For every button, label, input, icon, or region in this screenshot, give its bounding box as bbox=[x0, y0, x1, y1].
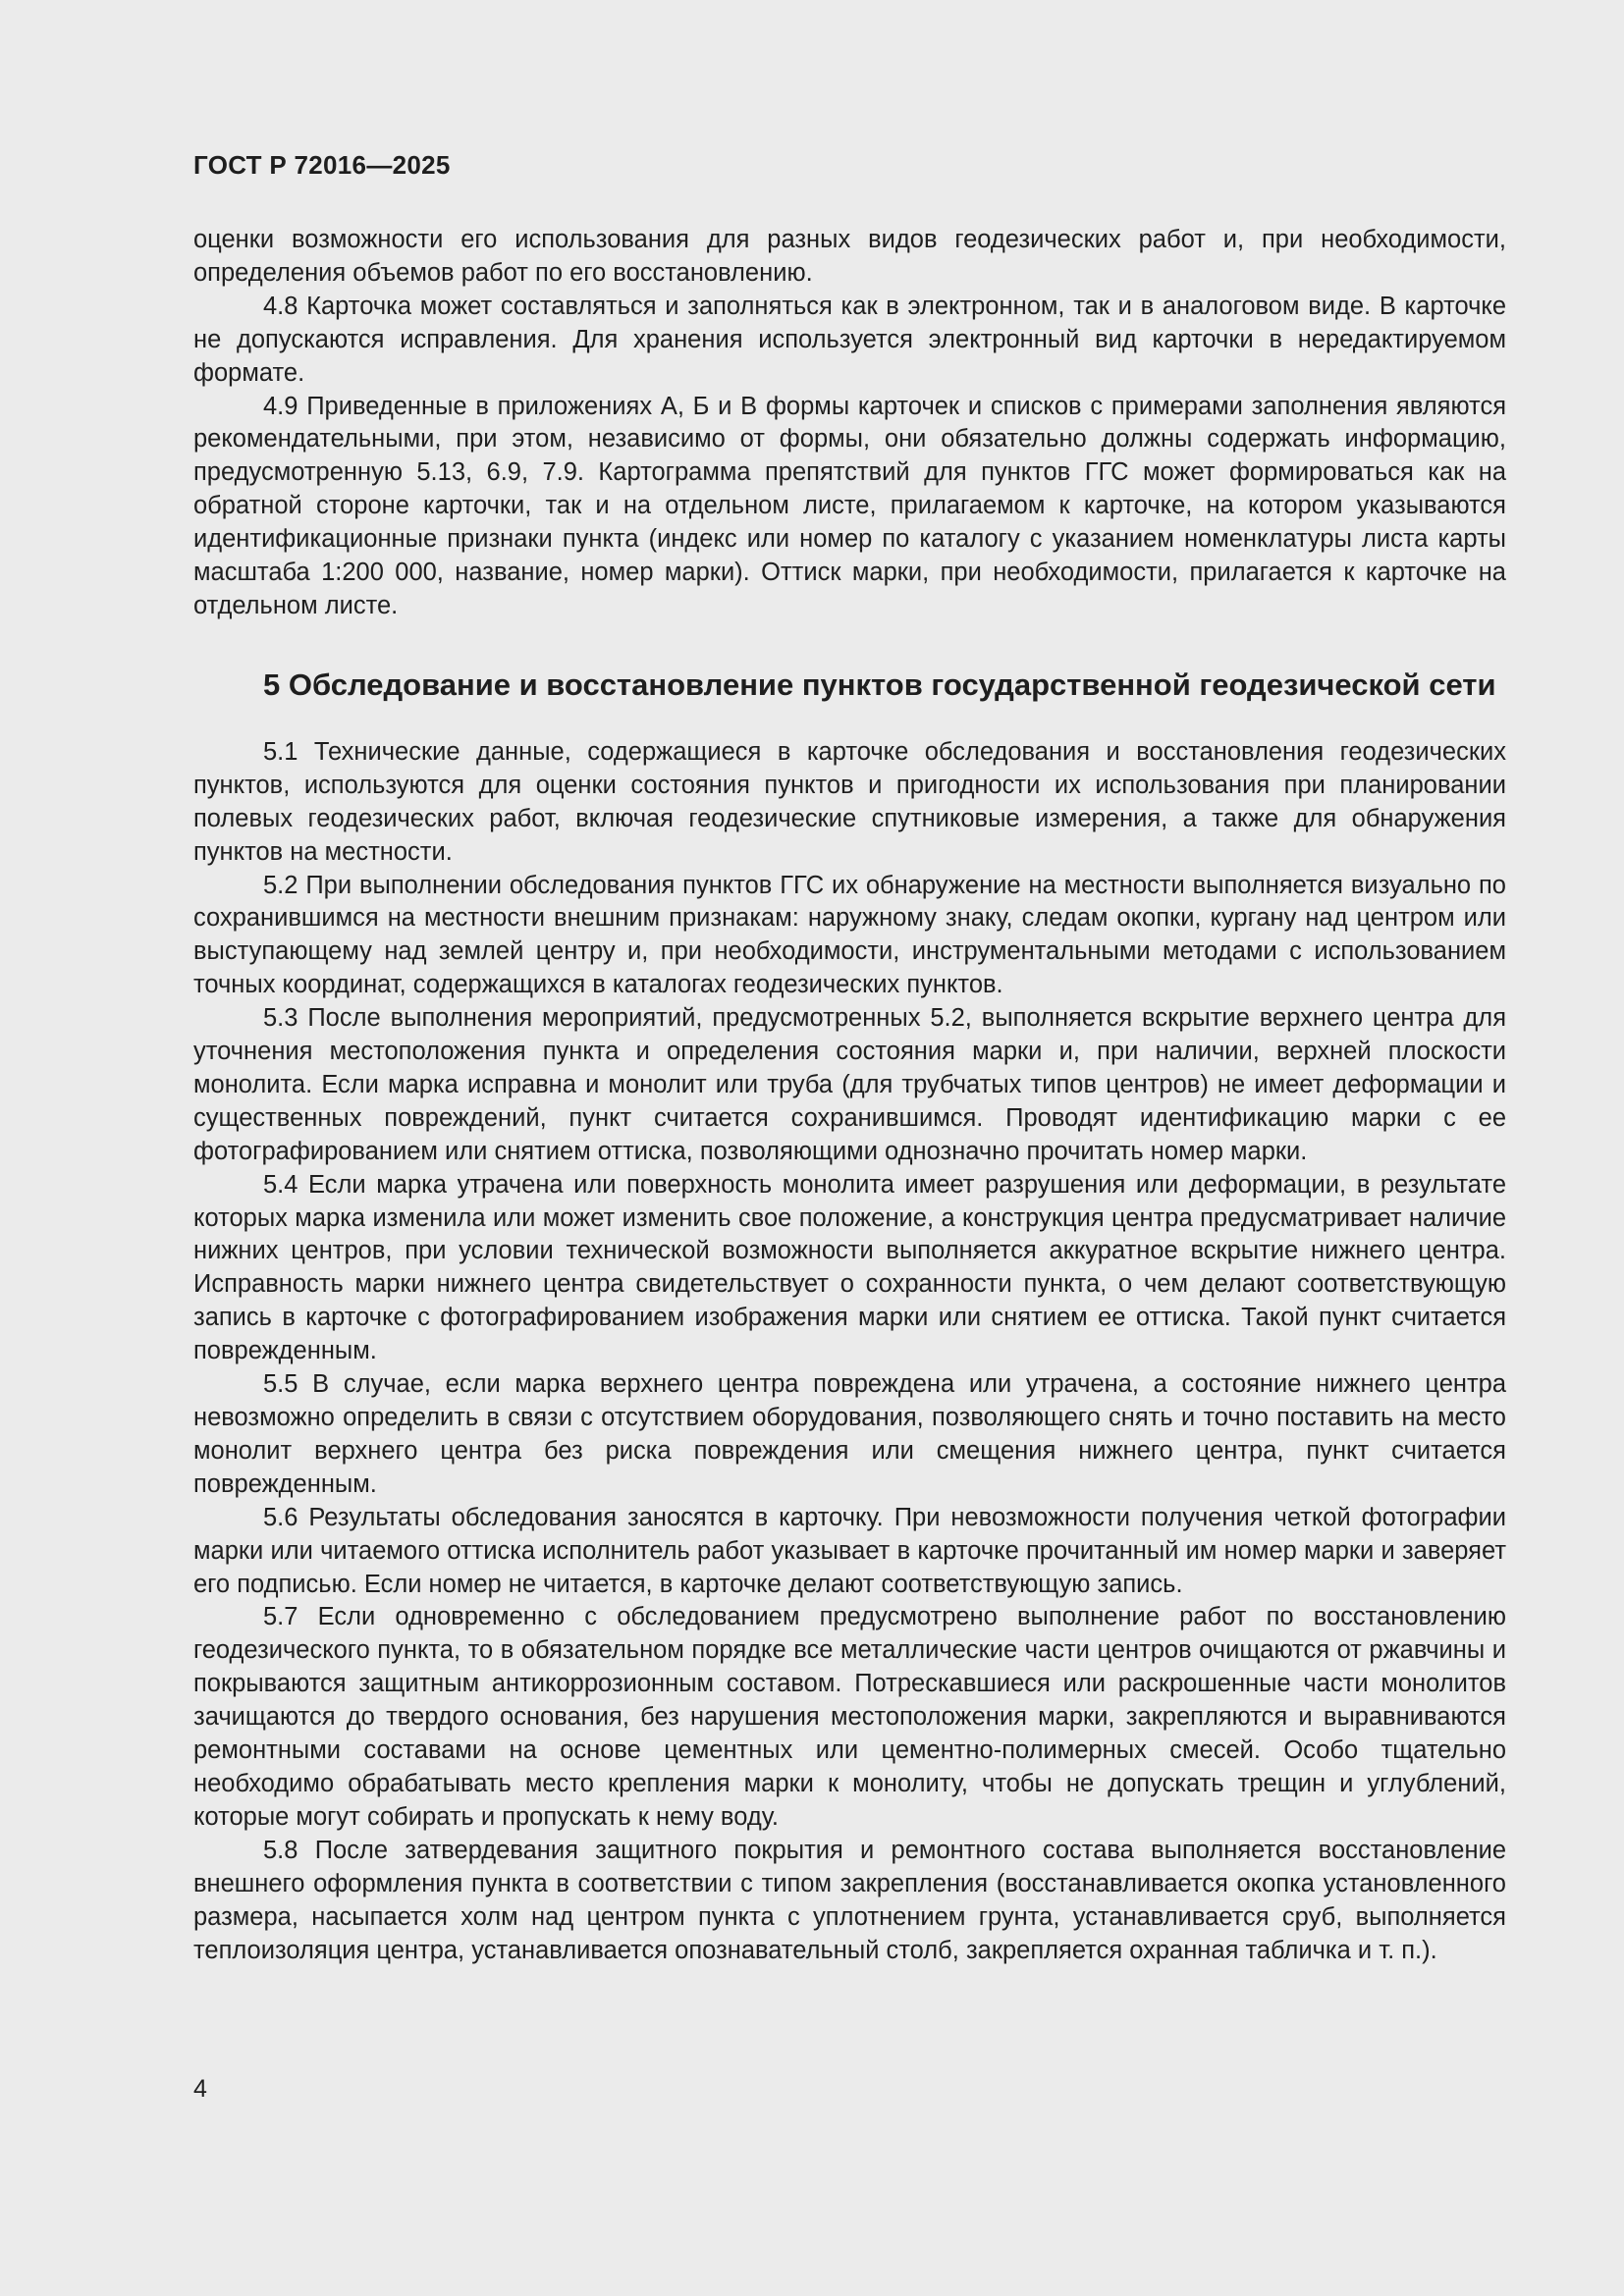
paragraph-4-8: 4.8 Карточка может составляться и заполняться как в электронном, так и в аналоговом виде. В карточке не допускаются исправления. Для хранения используется электронный вид карточки в нередактируемом формате. bbox=[193, 292, 1506, 387]
section-5-heading: 5 Обследование и восстановление пунктов государственной геодезической сети bbox=[263, 667, 1496, 702]
paragraph-5-6: 5.6 Результаты обследования заносятся в карточку. При невозможности получения четкой фотографии марки или читаемого оттиска исполнитель работ указывает в карточке прочитанный им номер марки и заверяет его подписью. Если номер не читается, в карточке делают соответствующую запись. bbox=[193, 1503, 1506, 1598]
paragraph-5-4: 5.4 Если марка утрачена или поверхность монолита имеет разрушения или деформации, в результате которых марка изменила или может изменить свое положение, а конструкция центра предусматривает наличие нижних центров, при условии технической возможности выполняется аккуратное вскрытие нижнего центра. Исправность марки нижнего центра свидетельствует о сохранности пункта, о чем делают соответствующую запись в карточке с фотографированием изображения марки или снятием ее оттиска. Такой пункт считается поврежденным. bbox=[193, 1170, 1506, 1365]
paragraph-5-3: 5.3 После выполнения мероприятий, предусмотренных 5.2, выполняется вскрытие верхнего центра для уточнения местоположения пункта и определения состояния марки и, при наличии, верхней плоскости монолита. Если марка исправна и монолит или труба (для трубчатых типов центров) не имеет деформации и существенных повреждений, пункт считается сохранившимся. Проводят идентификацию марки с ее фотографированием или снятием оттиска, позволяющими однозначно прочитать номер марки. bbox=[193, 1004, 1506, 1165]
paragraph-5-2: 5.2 При выполнении обследования пунктов ГГС их обнаружение на местности выполняется визуально по сохранившимся на местности внешним признакам: наружному знаку, следам окопки, кургану над центром или выступающему над землей центру и, при необходимости, инструментальными методами с использованием точных координат, содержащихся в каталогах геодезических пунктов. bbox=[193, 871, 1506, 999]
paragraph-5-8: 5.8 После затвердевания защитного покрытия и ремонтного состава выполняется восстановление внешнего оформления пункта в соответствии с типом закрепления (восстанавливается окопка установленного размера, насыпается холм над центром пункта с уплотнением грунта, устанавливается сруб, выполняется теплоизоляция центра, устанавливается опознавательный столб, закрепляется охранная табличка и т. п.). bbox=[193, 1836, 1506, 1964]
page-number: 4 bbox=[193, 2075, 207, 2103]
paragraph-continuation: оценки возможности его использования для разных видов геодезических работ и, при необходимости, определения объемов работ по его восстановлению. bbox=[193, 226, 1506, 287]
document-header: ГОСТ Р 72016—2025 bbox=[193, 150, 451, 180]
document-body bbox=[193, 224, 1506, 1967]
paragraph-5-1: 5.1 Технические данные, содержащиеся в карточке обследования и восстановления геодезических пунктов, используются для оценки состояния пунктов и пригодности их использования при планировании полевых геодезических работ, включая геодезические спутниковые измерения, а также для обнаружения пунктов на местности. bbox=[193, 737, 1506, 866]
paragraph-5-5: 5.5 В случае, если марка верхнего центра повреждена или утрачена, а состояние нижнего центра невозможно определить в связи с отсутствием оборудования, позволяющего снять и точно поставить на место монолит верхнего центра без риска повреждения или смещения нижнего центра, пункт считается поврежденным. bbox=[193, 1370, 1506, 1498]
paragraph-5-7: 5.7 Если одновременно с обследованием предусмотрено выполнение работ по восстановлению геодезического пункта, то в обязательном порядке все металлические части центров очищаются от ржавчины и покрываются защитным антикоррозионным составом. Потрескавшиеся или раскрошенные части монолитов зачищаются до твердого основания, без нарушения местоположения марки, закрепляются и выравниваются ремонтными составами на основе цементных или цементно-полимерных смесей. Особо тщательно необходимо обрабатывать место крепления марки к монолиту, чтобы не допускать трещин и углублений, которые могут собирать и пропускать к нему воду. bbox=[193, 1603, 1506, 1831]
paragraph-4-9: 4.9 Приведенные в приложениях А, Б и В формы карточек и списков с примерами заполнения являются рекомендательными, при этом, независимо от формы, они обязательно должны содержать информацию, предусмотренную 5.13, 6.9, 7.9. Картограмма препятствий для пунктов ГГС может формироваться как на обратной стороне карточки, так и на отдельном листе, прилагаемом к карточке, на котором указываются идентификационные признаки пункта (индекс или номер по каталогу с указанием номенклатуры листа карты масштаба 1:200 000, название, номер марки). Оттиск марки, при необходимости, прилагается к карточке на отдельном листе. bbox=[193, 392, 1506, 619]
